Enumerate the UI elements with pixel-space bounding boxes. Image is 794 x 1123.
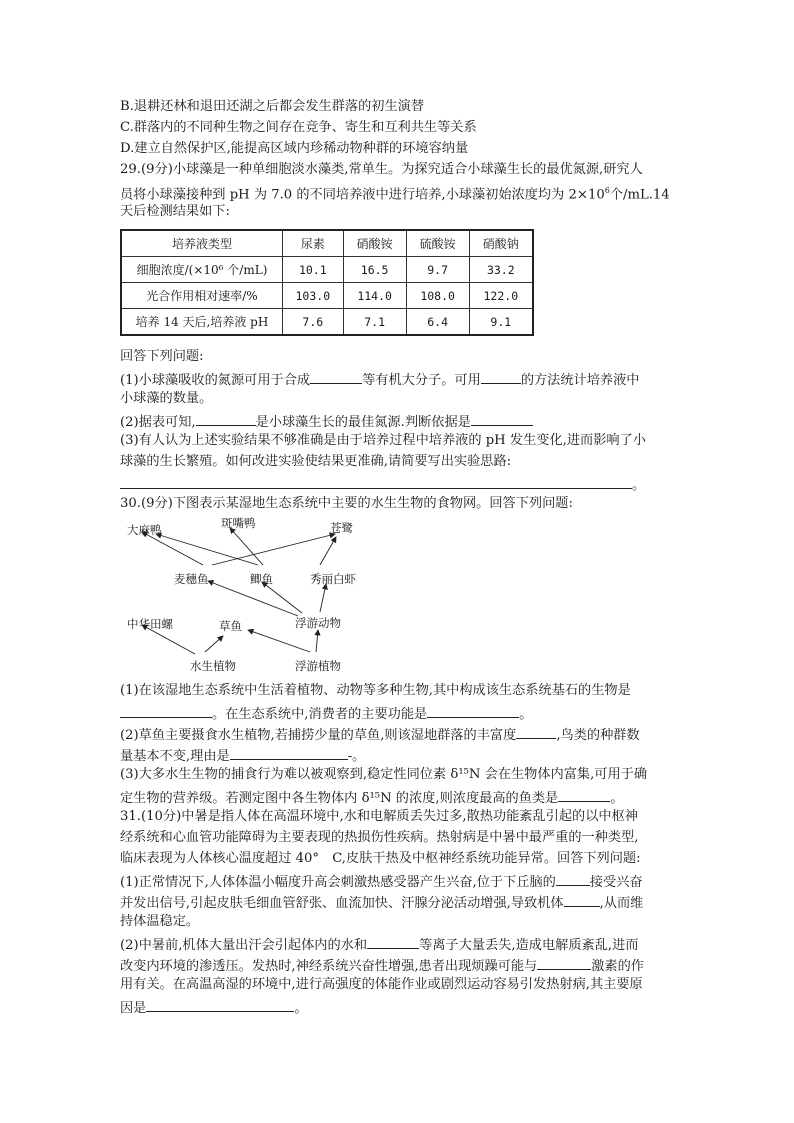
answer-blank[interactable] bbox=[516, 724, 556, 739]
q29-results-table bbox=[120, 229, 534, 336]
q31-sub1-line1 bbox=[120, 871, 643, 892]
table-row bbox=[121, 257, 533, 283]
q29-s2-text: 是小球藻生长的最佳氮源.判断依据是 bbox=[255, 415, 471, 430]
q30-s2-text: 量基本不变,理由是 bbox=[120, 749, 230, 764]
q30-sub1-line2 bbox=[120, 703, 532, 724]
table-cell: 122.0 bbox=[469, 283, 533, 309]
table-header-row bbox=[121, 230, 533, 257]
q29-s1-text: 等有机大分子。可用 bbox=[362, 373, 481, 388]
q30-s3-text: 定生物的营养级。若测定图中各生物体内 δ¹⁵N 的浓度,则浓度最高的鱼类是 bbox=[120, 791, 559, 806]
q30-s1-end: 。 bbox=[519, 707, 533, 722]
option-c: C.群落内的不同种生物之间存在竞争、寄生和互利共生等关系 bbox=[120, 120, 477, 135]
q29-s2-text: (2)据表可知, bbox=[120, 415, 196, 430]
q29-sub1-line1 bbox=[120, 369, 640, 390]
q30-sub2-line2 bbox=[120, 745, 365, 766]
answer-blank[interactable] bbox=[558, 787, 610, 802]
node-zooplankton: 浮游动物 bbox=[295, 616, 341, 630]
node-topmouth-gudgeon: 麦穗鱼 bbox=[174, 572, 209, 586]
table-cell: 10.1 bbox=[283, 257, 344, 283]
q29-sub2 bbox=[120, 411, 533, 432]
q31-s2-text: 因是 bbox=[120, 1001, 147, 1016]
q29-intro-tail: 个/mL.14 bbox=[609, 187, 670, 203]
answer-blank[interactable] bbox=[310, 369, 362, 384]
arrow-topmouth-to-heron bbox=[212, 534, 335, 565]
q31-sub2-line4 bbox=[120, 997, 308, 1018]
node-phytoplankton: 浮游植物 bbox=[295, 659, 341, 673]
q31-s2-end: 。 bbox=[294, 1001, 308, 1016]
q30-sub3-line2 bbox=[120, 787, 623, 808]
table-cell: 7.1 bbox=[343, 309, 406, 336]
q29-intro-line2 bbox=[120, 182, 670, 204]
q31-s1-text: (1)正常情况下,人体体温小幅度升高会刺激热感受器产生兴奋,位于下丘脑的 bbox=[120, 875, 556, 890]
q30-sub1-line1: (1)在该湿地生态系统中生活着植物、动物等多种生物,其中构成该生态系统基石的生物是 bbox=[120, 683, 631, 698]
table-cell: 6.4 bbox=[406, 309, 469, 336]
q30-sub3-line1: (3)大多水生生物的捕食行为难以被观察到,稳定性同位素 δ¹⁵N 会在生物体内富集,可用于确 bbox=[120, 767, 648, 782]
q31-s2-text: 改变内环境的渗透压。发热时,神经系统兴奋性增强,患者出现烦躁可能与 bbox=[120, 959, 538, 974]
table-row-label: 培养 14 天后,培养液 pH bbox=[121, 309, 283, 336]
q29-s1-text: (1)小球藻吸收的氮源可用于合成 bbox=[120, 373, 311, 388]
option-d: D.建立自然保护区,能提高区域内珍稀动物种群的环境容纳量 bbox=[120, 141, 469, 156]
table-cell: 7.6 bbox=[283, 309, 344, 336]
table-row bbox=[121, 283, 533, 309]
q30-s2-text: ,鸟类的种群数 bbox=[556, 728, 640, 743]
q29-sub3-answer-line bbox=[120, 474, 645, 495]
food-web-diagram bbox=[120, 512, 360, 674]
arrow-crucian-to-mallard bbox=[156, 534, 258, 565]
q29-intro-line3: 天后检测结果如下: bbox=[120, 204, 230, 219]
q29-intro-sup: 6 bbox=[604, 186, 610, 195]
option-b: B.退耕还林和退田还湖之后都会发生群落的初生演替 bbox=[120, 99, 425, 114]
q31-sub2-line3: 用有关。在高温高湿的环境中,进行高强度的体能作业或剧烈运动容易引发热射病,其主要原 bbox=[120, 977, 643, 992]
table-cell: 16.5 bbox=[343, 257, 406, 283]
node-heron: 苍鹭 bbox=[330, 521, 353, 535]
table-header-cell: 硝酸铵 bbox=[343, 230, 406, 257]
table-cell: 33.2 bbox=[469, 257, 533, 283]
q31-intro-line2: 经系统和心血管功能障碍为主要表现的热损伤性疾病。热射病是中暑中最严重的一种类型, bbox=[120, 830, 639, 845]
node-aquatic-plants: 水生植物 bbox=[190, 659, 236, 673]
node-spot-billed-duck: 斑嘴鸭 bbox=[221, 516, 256, 530]
answer-blank[interactable] bbox=[481, 369, 521, 384]
table-row-label: 光合作用相对速率/% bbox=[121, 283, 283, 309]
q31-s2-text: (2)中暑前,机体大量出汗会引起体内的水和 bbox=[120, 938, 368, 953]
q31-sub1-line3: 持体温稳定。 bbox=[120, 914, 200, 929]
q31-intro-line3: 临床表现为人体核心温度超过 40° C,皮肤干热及中枢神经系统功能异常。回答下列问题: bbox=[120, 851, 641, 866]
node-river-snail: 中华田螺 bbox=[127, 617, 173, 631]
answer-blank[interactable] bbox=[196, 411, 256, 426]
table-cell: 103.0 bbox=[283, 283, 344, 309]
arrow-phytoplankton-to-grass-carp bbox=[248, 630, 310, 652]
q29-sub3-line1: (3)有人认为上述实验结果不够准确是由于培养过程中培养液的 pH 发生变化,进而影响了小 bbox=[120, 433, 646, 448]
table-header-cell: 培养液类型 bbox=[121, 230, 283, 257]
answer-blank[interactable] bbox=[146, 997, 294, 1012]
q31-intro-line1: 31.(10分)中暑是指人体在高温环境中,水和电解质丢失过多,散热功能紊乱引起的以中枢神 bbox=[120, 809, 638, 824]
q30-s2-text: (2)草鱼主要摄食水生植物,若捕捞少量的草鱼,则该湿地群落的丰富度 bbox=[120, 728, 517, 743]
q29-s3-end: 。 bbox=[632, 478, 646, 493]
node-mallard: 大麻鸭 bbox=[127, 523, 162, 537]
arrow-shrimp-to-heron bbox=[320, 537, 336, 565]
q30-s3-end: 。 bbox=[610, 791, 624, 806]
q30-intro: 30.(9分)下图表示某湿地生态系统中主要的水生生物的食物网。回答下列问题: bbox=[120, 496, 573, 511]
q29-s1-text: 的方法统计培养液中 bbox=[520, 373, 640, 388]
q31-sub2-line1 bbox=[120, 934, 638, 955]
q31-s1-text: 并发出信号,引起皮肤毛细血管舒张、血流加快、汗腺分泌活动增强,导致机体 bbox=[120, 896, 564, 911]
q29-sub1-line2: 小球藻的数量。 bbox=[120, 391, 213, 406]
table-row-label: 细胞浓度/(×10⁶ 个/mL) bbox=[121, 257, 283, 283]
node-crucian-carp: 鲫鱼 bbox=[250, 572, 273, 586]
q31-s2-text: 激素的作 bbox=[591, 959, 644, 974]
answer-blank[interactable] bbox=[230, 745, 348, 760]
answer-blank[interactable] bbox=[367, 934, 419, 949]
q29-intro-text: 员将小球藻接种到 pH 为 7.0 的不同培养液中进行培养,小球藻初始浓度均为 2×10 bbox=[120, 187, 605, 203]
answer-blank[interactable] bbox=[120, 703, 212, 718]
answer-blank[interactable] bbox=[556, 871, 590, 886]
q29-sub3-line2: 球藻的生长繁殖。如何改进实验使结果更准确,请简要写出实验思路: bbox=[120, 454, 512, 469]
table-row bbox=[121, 309, 533, 336]
q29-answer-prompt: 回答下列问题: bbox=[120, 349, 204, 364]
answer-blank[interactable] bbox=[471, 411, 533, 426]
q29-intro-line1: 29.(9分)小球藻是一种单细胞淡水藻类,常单生。为探究适合小球藻生长的最优氮源,研究人 bbox=[120, 162, 643, 177]
answer-blank[interactable] bbox=[537, 955, 591, 970]
q30-sub2-line1 bbox=[120, 724, 640, 745]
table-cell: 114.0 bbox=[343, 283, 406, 309]
q31-sub1-line2 bbox=[120, 892, 643, 913]
table-header-cell: 硫酸铵 bbox=[406, 230, 469, 257]
answer-blank[interactable] bbox=[564, 892, 600, 907]
q31-s1-text: ,从而维 bbox=[599, 896, 644, 911]
table-header-cell: 硝酸钠 bbox=[469, 230, 533, 257]
table-cell: 9.7 bbox=[406, 257, 469, 283]
q30-s1-text: 。在生态系统中,消费者的主要功能是 bbox=[212, 707, 428, 722]
arrow-aquatic-plants-to-grass-carp bbox=[205, 636, 223, 652]
table-cell: 9.1 bbox=[469, 309, 533, 336]
q30-s2-end: -。 bbox=[347, 749, 366, 764]
q31-s1-text: 接受兴奋 bbox=[589, 875, 643, 890]
table-cell: 108.0 bbox=[406, 283, 469, 309]
answer-blank[interactable] bbox=[120, 474, 632, 489]
arrow-zooplankton-to-shrimp bbox=[320, 584, 326, 612]
node-white-shrimp: 秀丽白虾 bbox=[310, 572, 356, 586]
node-grass-carp: 草鱼 bbox=[219, 619, 242, 633]
q31-s2-text: 等离子大量丢失,造成电解质紊乱,进而 bbox=[419, 938, 639, 953]
table-header-cell: 尿素 bbox=[283, 230, 344, 257]
answer-blank[interactable] bbox=[427, 703, 519, 718]
arrow-phytoplankton-to-zooplankton bbox=[316, 630, 318, 652]
q31-sub2-line2 bbox=[120, 955, 644, 976]
